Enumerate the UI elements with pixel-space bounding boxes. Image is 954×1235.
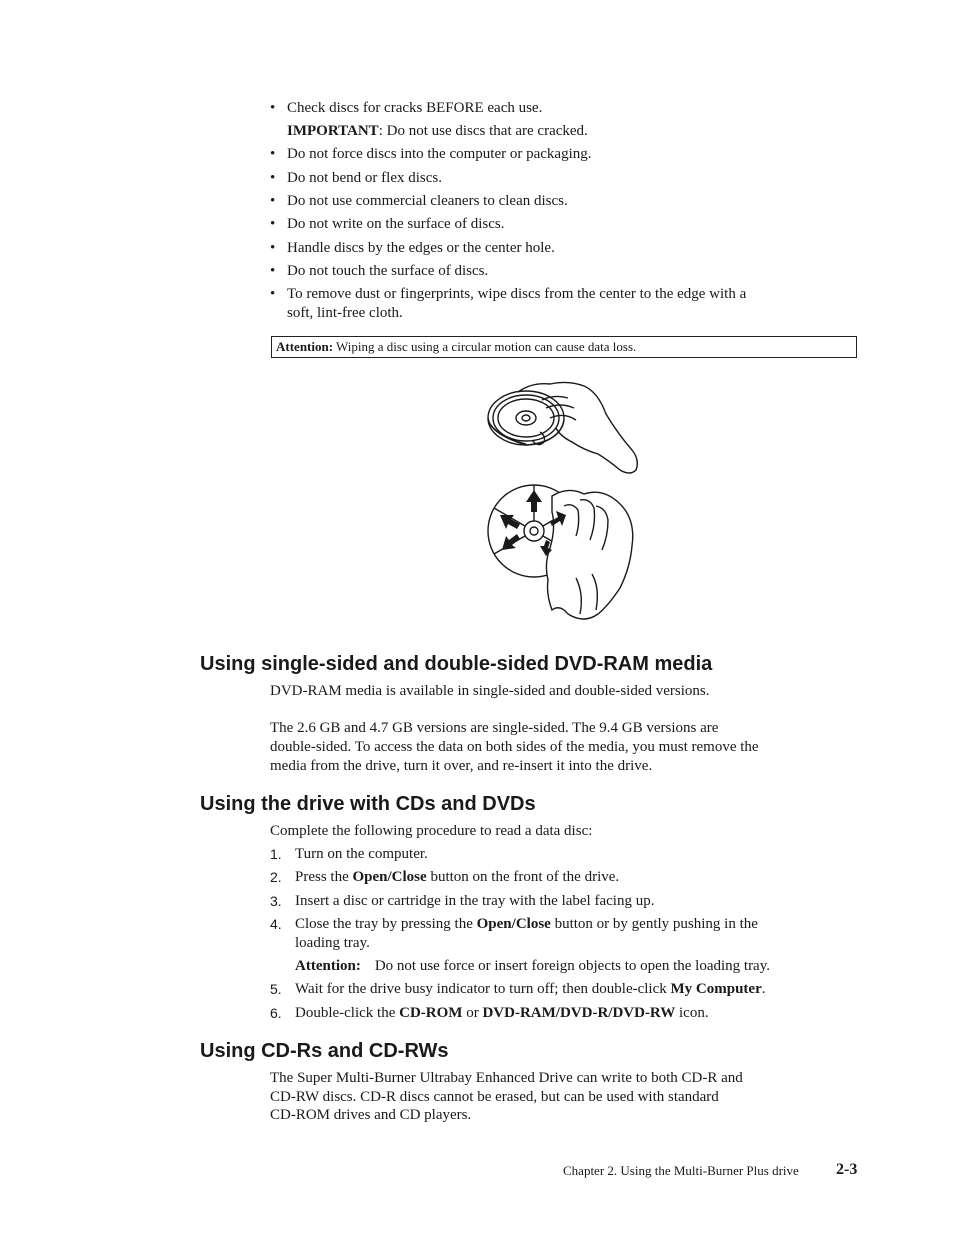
bullet: • xyxy=(270,100,276,116)
list-item xyxy=(270,215,860,234)
list-item-text: To remove dust or fingerprints, wipe discs from the center to the edge with a xyxy=(287,286,747,302)
step-text xyxy=(295,868,860,887)
paragraph-line: The Super Multi-Burner Ultrabay Enhanced Drive can write to both CD-R and xyxy=(270,1070,743,1086)
list-item-text: Do not write on the surface of discs. xyxy=(287,216,505,232)
step-text-part: Double-click the xyxy=(295,1005,400,1021)
step-text-bold: CD-ROM xyxy=(399,1005,463,1021)
section-heading-dvd-ram: Using single-sided and double-sided DVD-RAM media xyxy=(200,653,713,675)
bullet: • xyxy=(270,263,276,279)
list-item-text-cont: soft, lint-free cloth. xyxy=(287,305,403,321)
bullet: • xyxy=(270,170,276,186)
list-item-text: Do not force discs into the computer or packaging. xyxy=(287,146,592,162)
list-item-text: Handle discs by the edges or the center hole. xyxy=(287,240,555,256)
step-text-part: button on the front of the drive. xyxy=(426,869,620,885)
attention-text: Wiping a disc using a circular motion can cause data loss. xyxy=(333,339,637,354)
list-item xyxy=(270,239,860,258)
step-text: Turn on the computer. xyxy=(295,846,428,862)
paragraph-line: The 2.6 GB and 4.7 GB versions are single-sided. The 9.4 GB versions are xyxy=(270,720,719,736)
important-text: : Do not use discs that are cracked. xyxy=(378,123,588,139)
step-text-part: Press the xyxy=(295,869,353,885)
step-number: 2. xyxy=(270,869,282,885)
list-item-text: Check discs for cracks BEFORE each use. xyxy=(287,100,543,116)
step-text-part: Close the tray by pressing the xyxy=(295,916,477,932)
list-item xyxy=(270,262,860,281)
page-number: 2-3 xyxy=(836,1161,858,1178)
step-item xyxy=(270,1004,860,1023)
bullet: • xyxy=(270,286,276,302)
list-item xyxy=(270,145,860,164)
paragraph-line: double-sided. To access the data on both sides of the media, you must remove the xyxy=(270,739,759,755)
step-item xyxy=(270,892,860,911)
step-number: 3. xyxy=(270,893,282,909)
step-text-bold: My Computer xyxy=(670,981,762,997)
step-number: 6. xyxy=(270,1005,282,1021)
paragraph: DVD-RAM media is available in single-sided and double-sided versions. xyxy=(270,683,710,699)
step-attention xyxy=(295,957,770,976)
footer-chapter: Chapter 2. Using the Multi-Burner Plus drive xyxy=(563,1163,799,1178)
arrow-up-icon xyxy=(526,490,542,512)
procedure-intro: Complete the following procedure to read a data disc: xyxy=(270,823,593,839)
step-text-bold: Open/Close xyxy=(476,916,551,932)
list-item xyxy=(270,99,860,118)
important-label: IMPORTANT xyxy=(287,123,379,139)
step-text-part: Wait for the drive busy indicator to turn off; then double-click xyxy=(295,981,671,997)
list-item xyxy=(270,285,860,323)
list-item xyxy=(270,192,860,211)
step-text-part: icon. xyxy=(675,1005,709,1021)
step-number: 4. xyxy=(270,916,282,932)
step-text-part: or xyxy=(462,1005,483,1021)
step-text xyxy=(295,1004,860,1023)
step-text xyxy=(295,915,860,934)
step-item xyxy=(270,845,860,864)
bullet: • xyxy=(270,240,276,256)
step-item xyxy=(270,868,860,887)
bullet: • xyxy=(270,146,276,162)
paragraph-line: media from the drive, turn it over, and re-insert it into the drive. xyxy=(270,758,653,774)
attention-box xyxy=(271,336,857,358)
arrow-downleft-icon xyxy=(502,534,520,550)
step-item xyxy=(270,980,860,999)
list-item-text: Do not use commercial cleaners to clean discs. xyxy=(287,193,568,209)
list-item-text: Do not bend or flex discs. xyxy=(287,170,442,186)
paragraph-line: CD-ROM drives and CD players. xyxy=(270,1107,472,1123)
attention-label: Attention: xyxy=(276,339,334,354)
list-item xyxy=(270,169,860,188)
list-item-text: Do not touch the surface of discs. xyxy=(287,263,489,279)
step-text-part: button or by gently pushing in the xyxy=(550,916,758,932)
step-text-bold: DVD-RAM/DVD-R/DVD-RW xyxy=(482,1005,676,1021)
disc-cleaning-illustration xyxy=(480,378,650,630)
section-heading-cdr: Using CD-Rs and CD-RWs xyxy=(200,1040,449,1062)
step-text-bold: Open/Close xyxy=(352,869,427,885)
step-number: 5. xyxy=(270,981,282,997)
step-number: 1. xyxy=(270,846,282,862)
step-attention-label: Attention: xyxy=(295,958,361,974)
step-item xyxy=(270,915,860,953)
important-note xyxy=(287,122,588,141)
step-text-part: . xyxy=(761,981,766,997)
step-text: Insert a disc or cartridge in the tray with the label facing up. xyxy=(295,893,655,909)
bullet: • xyxy=(270,193,276,209)
paragraph-line: CD-RW discs. CD-R discs cannot be erased, but can be used with standard xyxy=(270,1089,719,1105)
section-heading-cds-dvds: Using the drive with CDs and DVDs xyxy=(200,793,536,815)
step-text-cont: loading tray. xyxy=(295,935,370,951)
cloth-hand-shape xyxy=(546,490,632,619)
step-attention-text: Do not use force or insert foreign objects to open the loading tray. xyxy=(374,958,770,974)
step-text xyxy=(295,980,860,999)
bullet: • xyxy=(270,216,276,232)
